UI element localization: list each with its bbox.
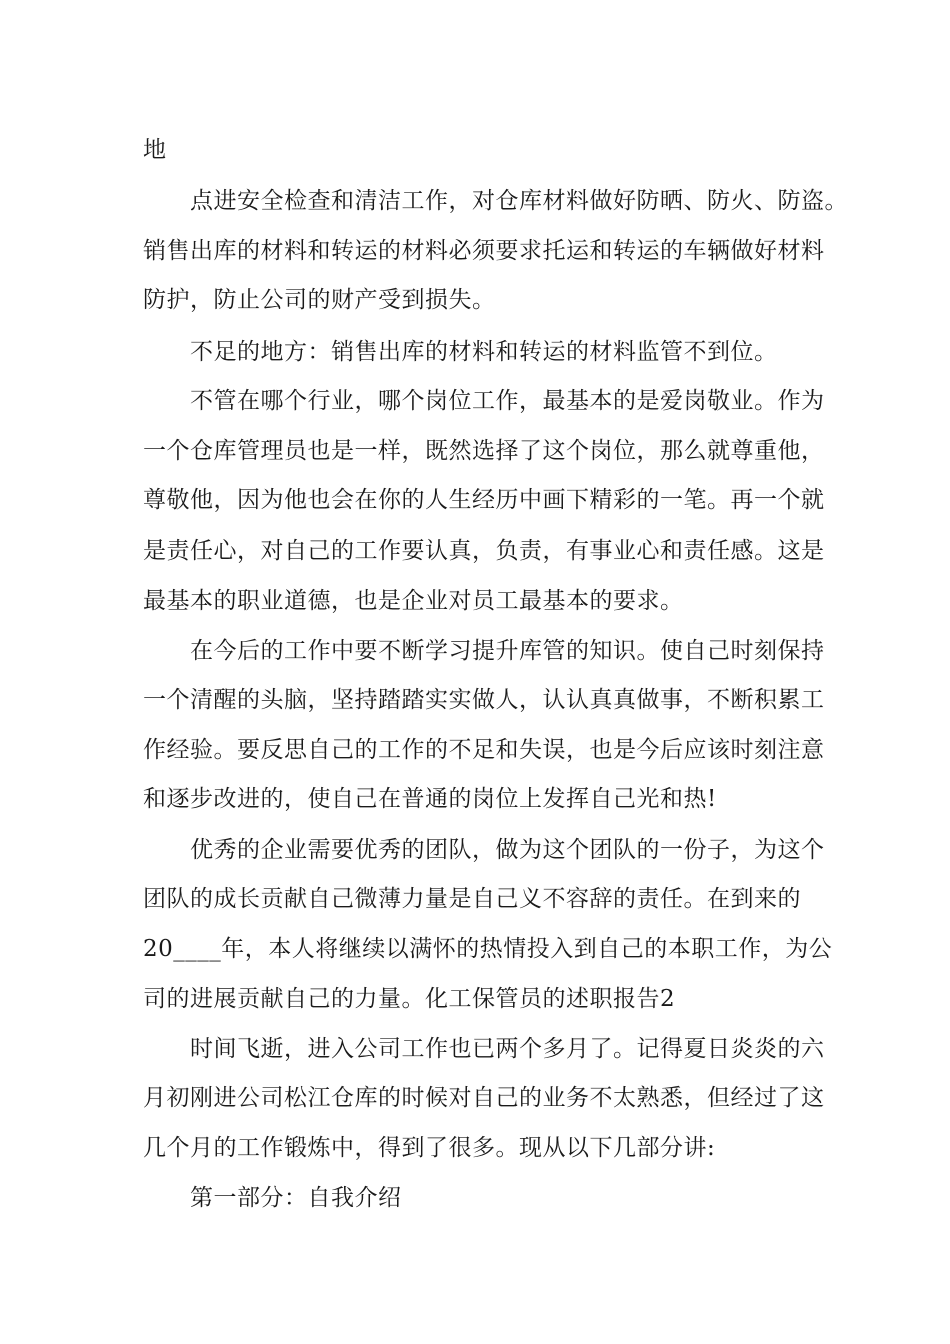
text-line: 作经验。要反思自己的工作的不足和失误，也是今后应该时刻注意: [143, 737, 825, 763]
paragraph-start: 在今后的工作中要不断学习提升库管的知识。使自己时刻保持: [190, 638, 825, 664]
text-line: 司的进展贡献自己的力量。化工保管员的述职报告2: [143, 986, 676, 1012]
text-line: 最基本的职业道德，也是企业对员工最基本的要求。: [143, 588, 684, 614]
paragraph-start: 点进安全检查和清洁工作，对仓库材料做好防晒、防火、防盗。: [190, 188, 848, 214]
text-line: 尊敬他，因为他也会在你的人生经历中画下精彩的一笔。再一个就: [143, 487, 825, 513]
text-line: 一个清醒的头脑，坚持踏踏实实做人，认认真真做事，不断积累工: [143, 687, 825, 713]
text-line: 月初刚进公司松江仓库的时候对自己的业务不太熟悉，但经过了这: [143, 1085, 825, 1111]
paragraph-start: 优秀的企业需要优秀的团队，做为这个团队的一份子，为这个: [190, 837, 825, 863]
text-line: 防护，防止公司的财产受到损失。: [143, 287, 496, 313]
text-line: 一个仓库管理员也是一样，既然选择了这个岗位，那么就尊重他，: [143, 438, 825, 464]
paragraph-start: 时间飞逝，进入公司工作也已两个多月了。记得夏日炎炎的六: [190, 1036, 825, 1062]
section-heading: 第一部分：自我介绍: [190, 1185, 402, 1211]
paragraph-start: 不管在哪个行业，哪个岗位工作，最基本的是爱岗敬业。作为: [190, 388, 825, 414]
text-line: 和逐步改进的，使自己在普通的岗位上发挥自己光和热!: [143, 786, 717, 812]
text-line: 团队的成长贡献自己微薄力量是自己义不容辞的责任。在到来的: [143, 886, 801, 912]
paragraph-start: 不足的地方：销售出库的材料和转运的材料监管不到位。: [190, 339, 778, 365]
text-line: 地: [143, 137, 167, 163]
text-line: 销售出库的材料和转运的材料必须要求托运和转运的车辆做好材料: [143, 238, 825, 264]
text-line: 几个月的工作锻炼中，得到了很多。现从以下几部分讲:: [143, 1135, 716, 1161]
text-line: 是责任心，对自己的工作要认真，负责，有事业心和责任感。这是: [143, 538, 825, 564]
text-line: 20____年，本人将继续以满怀的热情投入到自己的本职工作，为公: [143, 936, 833, 962]
